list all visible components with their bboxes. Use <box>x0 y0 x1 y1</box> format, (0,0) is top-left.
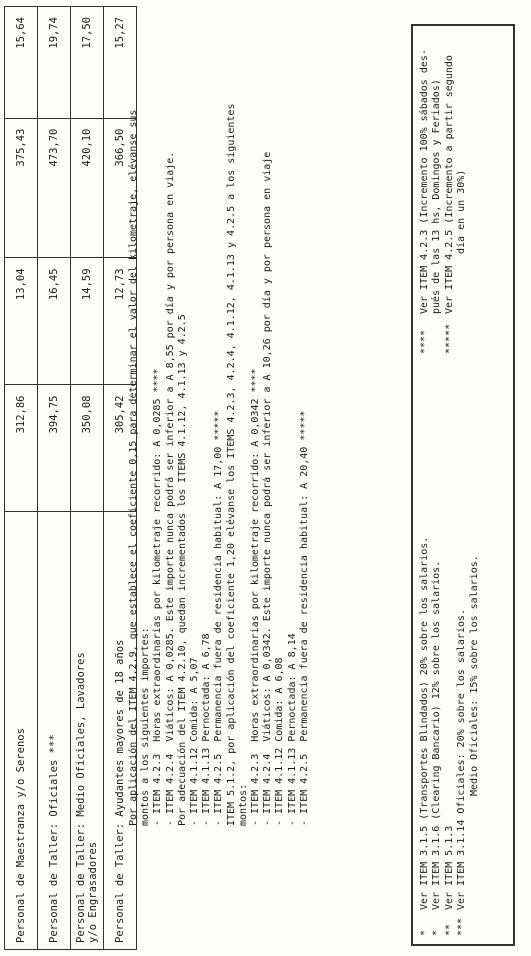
value-cell: 16,45 <box>38 258 71 385</box>
footnote-continuation <box>456 34 468 354</box>
item-text: Viáticos: A 0,0342. Este importe nunca podrá ser inferior a A 10,26 por día y por persona en viaje <box>262 151 274 742</box>
value-cell: 17,50 <box>71 7 104 119</box>
footnote-text: pués de las 13 hs, Domingos y Feriados) <box>431 79 443 314</box>
category-cell: Personal de Maestranza y/o Serenos <box>5 512 38 950</box>
item-text: Horas extraordinarias por kilometraje recorrido: A 0,0342 **** <box>250 368 262 742</box>
value-cell: 19,74 <box>38 7 71 119</box>
footnote <box>431 416 443 936</box>
category-line: y/o Engrasadores <box>87 841 99 943</box>
footnote-text: Ver ITEM 3.1.14 Oficiales: 20% sobre los salarios. <box>456 608 468 910</box>
footnote-text: Ver ITEM 4.2.5 (Incremento a partir segundo <box>443 55 455 314</box>
footnote <box>444 34 456 354</box>
list-item: - ITEM 4.1.12 Comida: A 6,08 <box>274 657 286 826</box>
footnote-text: Ver ITEM 4.2.3 (Incremento 100% sábados des- <box>419 49 430 314</box>
footnote-continuation <box>431 34 443 354</box>
value-cell: 420,10 <box>71 118 104 258</box>
category-cell: Personal de Taller: Ayudantes mayores de 18 años <box>104 512 137 950</box>
footnote-mark: * <box>419 929 430 936</box>
footnote-mark: **** <box>419 329 430 354</box>
list-item <box>152 16 164 826</box>
footnote-mark: ***** <box>443 323 455 354</box>
item-ref: - ITEM 4.2.5 <box>298 753 310 826</box>
footnotes-box <box>411 24 515 946</box>
footnote-mark: * <box>431 929 443 936</box>
footnote-mark: ** <box>443 923 455 936</box>
list-item: - ITEM 4.1.13 Pernoctada: A 8,14 <box>286 633 298 826</box>
list-item <box>165 16 177 826</box>
value-cell: 12,73 <box>104 258 137 385</box>
value-cell: 394,75 <box>38 385 71 512</box>
item-ref: - ITEM 4.2.4 <box>164 753 176 826</box>
paragraph-line: montos a los siguientes importes: <box>140 627 152 826</box>
wage-table <box>4 6 137 950</box>
footnotes-left <box>419 416 481 936</box>
table-row <box>38 7 71 950</box>
value-cell: 15,64 <box>5 7 38 119</box>
item-text: Permanencia fuera de residencia habitual: A 20,40 ***** <box>298 410 310 742</box>
list-item: - ITEM 4.1.13 Pernoctada: A 6,78 <box>201 633 213 826</box>
list-item <box>213 16 225 826</box>
footnote-text: Ver ITEM 5.1.3 <box>443 825 455 910</box>
table-row <box>71 7 104 950</box>
value-cell: 305,42 <box>104 385 137 512</box>
value-cell: 366,50 <box>104 118 137 258</box>
item-ref: - ITEM 4.2.3 <box>250 753 262 826</box>
item-ref: - ITEM 4.2.5 <box>213 753 225 826</box>
footnote <box>456 416 468 936</box>
footnote-text: Ver ITEM 3.1.6 (Clearing Bancario) 12% sobre los salarios. <box>431 560 443 910</box>
value-cell: 14,59 <box>71 258 104 385</box>
value-cell: 13,04 <box>5 258 38 385</box>
paragraph-line: Por adecuación del ITEM 4.2.10, quedan incrementados los ITEMS 4.1.12, 4.1.13 y 4.2.5 <box>176 314 188 826</box>
footnote-text: Ver ITEM 3.1.5 (Transportes Blindados) 20% sobre los salarios. <box>419 536 430 910</box>
category-line: Personal de Taller: Medio Oficiales, Lavadores <box>75 652 87 943</box>
category-cell: Personal de Taller: Oficiales *** <box>38 512 71 950</box>
list-item <box>299 16 311 826</box>
footnotes-right <box>419 34 469 354</box>
paragraph-line: ITEM 5.1.2, por aplicación del coeficiente 1,20 elévanse los ITEMS 4.2.3, 4.2.4, 4.1.12, 4.1.13 y 4.2.5 a los siguientes <box>225 103 237 826</box>
footnote <box>419 416 431 936</box>
footnote-mark: *** <box>456 917 468 936</box>
table-row <box>5 7 38 950</box>
list-item <box>262 16 274 826</box>
paragraph-line: Por aplicación del ITEM 4.2.9, que establece el coeficiente 0,15 para determinar el valor del kilometraje, elévanse sus <box>128 109 139 826</box>
footnote <box>444 416 456 936</box>
value-cell: 350,08 <box>71 385 104 512</box>
item-text: Permanencia fuera de residencia habitual: A 17,00 ***** <box>213 410 225 742</box>
footnote-text: Medio Oficiales: 15% sobre los salarios. <box>468 555 480 796</box>
footnote-text: día en un 30%) <box>456 169 468 254</box>
value-cell: 15,27 <box>104 7 137 119</box>
category-cell <box>71 512 104 950</box>
list-item <box>250 16 262 826</box>
value-cell: 312,86 <box>5 385 38 512</box>
value-cell: 375,43 <box>5 118 38 258</box>
item-ref: - ITEM 4.2.4 <box>262 753 274 826</box>
body-text <box>128 16 311 826</box>
item-text: Viáticos: A 0,0285. Este importe nunca podrá ser inferior a A 8,55 por día y por persona en viaje. <box>164 151 176 742</box>
list-item: - ITEM 4.1.12 Comida: A 5,07 <box>189 657 201 826</box>
item-text: Horas extraordinarias por kilometraje recorrido: A 0,0285 **** <box>152 368 164 742</box>
paragraph-line: montos: <box>237 783 249 826</box>
item-ref: - ITEM 4.2.3 <box>152 753 164 826</box>
footnote-continuation <box>469 416 481 936</box>
footnote <box>419 34 431 354</box>
value-cell: 473,70 <box>38 118 71 258</box>
